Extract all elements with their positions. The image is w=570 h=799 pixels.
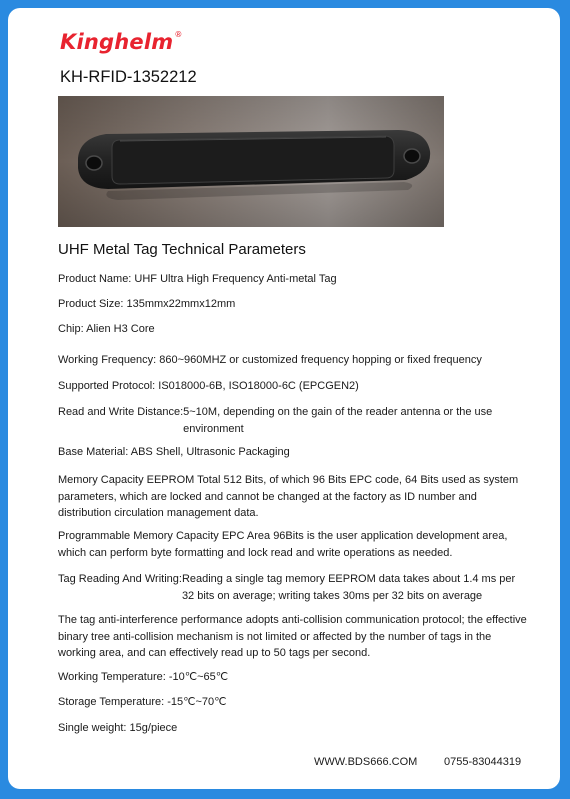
registered-mark: ® (174, 30, 183, 39)
param-tag-reading-writing (58, 571, 520, 604)
section-title: UHF Metal Tag Technical Parameters (58, 241, 306, 258)
brand-name: Kinghelm (60, 30, 174, 54)
param-working-temperature: Working Temperature: -10℃~65℃ (58, 671, 229, 683)
param-anti-interference: The tag anti-interference performance adopts anti-collision communication protocol; the effective binary tree anti-collision mechanism is not limited or affected by the number of tags in the working area, and can effectively read up to 50 tags per second. (58, 614, 527, 659)
footer-phone: 0755-83044319 (444, 756, 522, 768)
param-product-name: Product Name: UHF Ultra High Frequency Anti-metal Tag (58, 273, 337, 285)
param-value: Reading a single tag memory EEPROM data takes about 1.4 ms per 32 bits on average; writing takes 30ms per 32 bits on average (181, 573, 516, 602)
brand-logo (60, 30, 183, 54)
datasheet-page (8, 8, 560, 789)
param-storage-temperature: Storage Temperature: -15℃~70℃ (58, 696, 227, 708)
param-read-write-distance (58, 404, 508, 437)
model-number: KH-RFID-1352212 (60, 68, 197, 86)
param-base-material: Base Material: ABS Shell, Ultrasonic Packaging (58, 446, 290, 458)
mounting-hole-left (86, 156, 102, 170)
param-working-frequency: Working Frequency: 860~960MHZ or customized frequency hopping or fixed frequency (58, 354, 482, 366)
param-memory-capacity: Memory Capacity EEPROM Total 512 Bits, of which 96 Bits EPC code, 64 Bits used as system parameters, which are locked and cannot be changed at the factory as ID number and distribution circulation management data. (58, 474, 519, 519)
param-label: Tag Reading And Writing: (58, 573, 182, 585)
param-chip: Chip: Alien H3 Core (58, 323, 155, 335)
mounting-hole-right (404, 149, 420, 163)
param-label: Read and Write Distance: (58, 406, 184, 418)
footer-website: WWW.BDS666.COM (314, 756, 418, 768)
param-programmable-memory: Programmable Memory Capacity EPC Area 96Bits is the user application development area, which can perform byte formatting and lock read and write operations as needed. (58, 530, 508, 559)
product-photo (58, 96, 444, 227)
param-supported-protocol: Supported Protocol: IS018000-6B, ISO18000-6C (EPCGEN2) (58, 380, 359, 392)
param-value: 5~10M, depending on the gain of the reader antenna or the use environment (183, 406, 493, 435)
param-single-weight: Single weight: 15g/piece (58, 722, 178, 734)
rfid-tag-center-ridge (112, 136, 394, 184)
param-product-size: Product Size: 135mmx22mmx12mm (58, 298, 236, 310)
